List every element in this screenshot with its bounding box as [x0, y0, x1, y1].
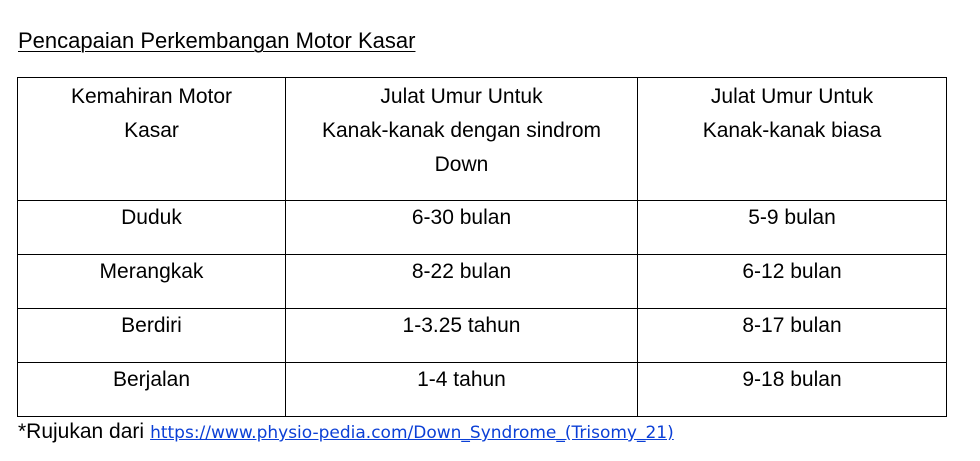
table-row [18, 363, 947, 417]
reference-link[interactable]: https://www.physio-pedia.com/Down_Syndrome_(Trisomy_21) [150, 423, 674, 443]
cell-down-range: 1-3.25 tahun [286, 309, 638, 363]
header-skill-line-2: Kasar [124, 119, 179, 142]
cell-typical-range: 5-9 bulan [638, 201, 947, 255]
header-down-line-3: Down [434, 153, 489, 176]
motor-milestones-table [17, 77, 947, 417]
table-row [18, 255, 947, 309]
cell-down-range: 6-30 bulan [286, 201, 638, 255]
cell-typical-range: 9-18 bulan [638, 363, 947, 417]
cell-skill: Duduk [18, 201, 286, 255]
page-title: Pencapaian Perkembangan Motor Kasar [18, 28, 416, 53]
table-row [18, 201, 947, 255]
header-down-line-2: Kanak-kanak dengan sindrom [321, 119, 601, 142]
header-skill [18, 78, 286, 201]
header-down-line-1: Julat Umur Untuk [380, 85, 543, 108]
cell-typical-range: 8-17 bulan [638, 309, 947, 363]
cell-typical-range: 6-12 bulan [638, 255, 947, 309]
cell-skill: Berjalan [18, 363, 286, 417]
reference-note [18, 420, 674, 444]
header-typical-range [638, 78, 947, 201]
cell-skill: Merangkak [18, 255, 286, 309]
cell-down-range: 1-4 tahun [286, 363, 638, 417]
header-skill-line-1: Kemahiran Motor [70, 85, 233, 108]
header-typical-line-1: Julat Umur Untuk [710, 85, 874, 108]
table-row [18, 309, 947, 363]
header-typical-line-2: Kanak-kanak biasa [702, 119, 882, 142]
reference-prefix: *Rujukan dari [18, 420, 145, 443]
table-header-row [18, 78, 947, 201]
cell-skill: Berdiri [18, 309, 286, 363]
cell-down-range: 8-22 bulan [286, 255, 638, 309]
header-down-syndrome-range [286, 78, 638, 201]
